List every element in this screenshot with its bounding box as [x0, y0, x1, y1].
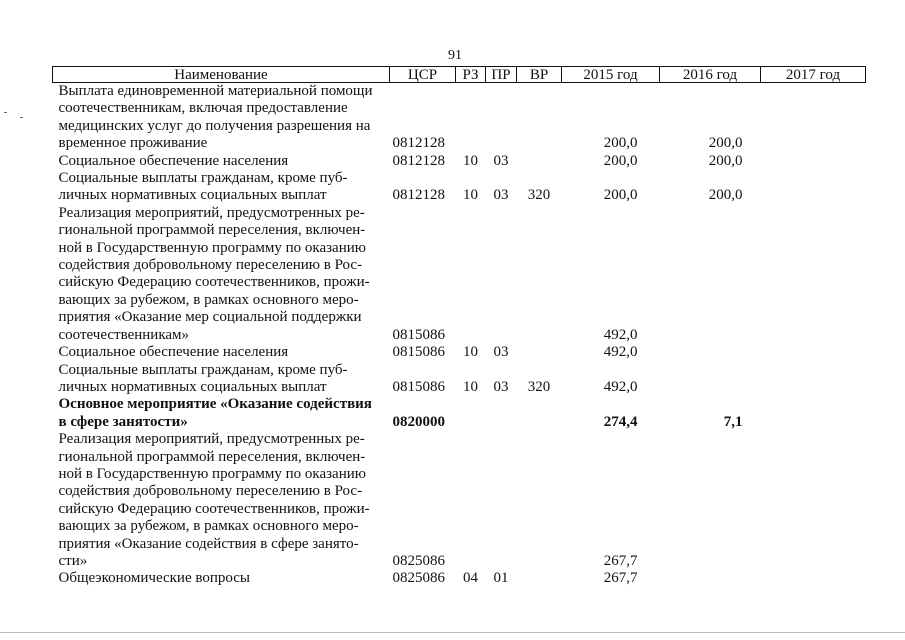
name-line: ной в Государственную программу по оказанию	[58, 239, 366, 256]
cell-2016	[660, 570, 761, 587]
cell-pr	[486, 205, 517, 344]
cell-2016: 7,1	[723, 413, 743, 430]
cell-csr: 0825086	[392, 552, 445, 569]
cell-pr: 01	[493, 570, 509, 587]
cell-2015: 200,0	[603, 187, 638, 204]
cell-vr	[517, 205, 562, 344]
table-row	[53, 570, 866, 587]
cell-rz	[456, 396, 486, 431]
cell-2015: 200,0	[603, 152, 638, 169]
cell-2017	[761, 570, 866, 587]
name-line: медицинских услуг до получения разрешения на	[58, 117, 371, 134]
table-row	[53, 153, 866, 170]
name-line: личных нормативных социальных выплат	[58, 187, 327, 204]
cell-csr: 0812128	[392, 152, 445, 169]
cell-pr: 03	[493, 152, 509, 169]
name-line: гиональной программой переселения, включен-	[58, 222, 366, 239]
cell-2017	[761, 362, 866, 397]
name-line: личных нормативных социальных выплат	[58, 378, 327, 395]
header-2015: 2015 год	[562, 67, 660, 83]
cell-pr: 03	[493, 187, 509, 204]
header-2016: 2016 год	[660, 67, 761, 83]
name-line: Реализация мероприятий, предусмотренных ре-	[58, 204, 365, 221]
header-vr: ВР	[517, 67, 562, 83]
cell-name	[53, 170, 390, 205]
cell-2015: 267,7	[603, 570, 638, 587]
cell-name	[53, 205, 390, 344]
cell-vr	[517, 153, 562, 170]
scan-mark	[4, 112, 7, 113]
cell-rz	[456, 205, 486, 344]
cell-2016	[660, 362, 761, 397]
cell-name	[53, 570, 390, 587]
budget-table	[52, 66, 866, 588]
cell-2017	[761, 344, 866, 361]
cell-rz: 04	[463, 570, 478, 587]
header-rz: РЗ	[456, 67, 486, 83]
cell-2015: 492,0	[603, 326, 638, 343]
scan-mark	[0, 632, 905, 633]
cell-2017	[761, 153, 866, 170]
cell-csr: 0815086	[392, 326, 445, 343]
name-line: содействия добровольному переселению в Рос-	[58, 257, 363, 274]
cell-pr	[486, 396, 517, 431]
table-row	[53, 431, 866, 570]
cell-name	[53, 431, 390, 570]
cell-rz: 10	[463, 152, 478, 169]
cell-rz	[456, 431, 486, 570]
name-line: вающих за рубежом, в рамках основного меро-	[58, 291, 359, 308]
name-line: Выплата единовременной материальной помощи	[58, 83, 373, 99]
table-row	[53, 396, 866, 431]
table-row	[53, 205, 866, 344]
cell-name	[53, 83, 390, 153]
cell-2015: 274,4	[603, 413, 638, 430]
header-2017: 2017 год	[761, 67, 866, 83]
name-line: сти»	[58, 552, 88, 569]
name-line: соотечественникам, включая предоставление	[58, 100, 348, 117]
cell-2015: 200,0	[603, 135, 638, 152]
cell-2015: 492,0	[603, 378, 638, 395]
cell-2017	[761, 205, 866, 344]
cell-2016	[660, 205, 761, 344]
name-line: Реализация мероприятий, предусмотренных ре-	[58, 431, 365, 448]
header-name: Наименование	[53, 67, 390, 83]
name-line: приятия «Оказание содействия в сфере занято-	[58, 535, 359, 552]
cell-name	[53, 396, 390, 431]
cell-pr	[486, 83, 517, 153]
cell-2017	[761, 396, 866, 431]
name-line: сийскую Федерацию соотечественников, прожи-	[58, 500, 370, 517]
table-row	[53, 170, 866, 205]
cell-rz: 10	[463, 378, 478, 395]
cell-2017	[761, 170, 866, 205]
cell-rz: 10	[463, 344, 478, 361]
cell-csr: 0812128	[392, 187, 445, 204]
cell-vr	[517, 344, 562, 361]
name-line: вающих за рубежом, в рамках основного меро-	[58, 518, 359, 535]
name-line: содействия добровольному переселению в Рос-	[58, 483, 363, 500]
name-line: Общеэкономические вопросы	[58, 570, 250, 587]
name-line: ной в Государственную программу по оказанию	[58, 465, 366, 482]
scan-mark	[20, 117, 23, 118]
cell-csr: 0815086	[392, 378, 445, 395]
cell-vr	[517, 431, 562, 570]
name-line: в сфере занятости»	[58, 413, 188, 430]
cell-pr	[486, 431, 517, 570]
cell-2015: 267,7	[603, 552, 638, 569]
cell-vr: 320	[527, 378, 551, 395]
table-row	[53, 344, 866, 361]
cell-pr: 03	[493, 378, 509, 395]
cell-name	[53, 344, 390, 361]
cell-2016: 200,0	[708, 187, 743, 204]
table-row	[53, 83, 866, 153]
cell-rz: 10	[463, 187, 478, 204]
name-line: Социальные выплаты гражданам, кроме пуб-	[58, 170, 348, 187]
name-line: Основное мероприятие «Оказание содействия	[58, 396, 372, 413]
cell-2016	[660, 344, 761, 361]
name-line: Социальное обеспечение населения	[58, 344, 289, 361]
name-line: временное проживание	[58, 135, 208, 152]
page-number: 91	[448, 48, 462, 63]
cell-rz	[456, 83, 486, 153]
cell-2016: 200,0	[708, 135, 743, 152]
cell-vr	[517, 396, 562, 431]
cell-vr	[517, 83, 562, 153]
table-body	[53, 83, 866, 588]
cell-pr: 03	[493, 344, 509, 361]
cell-csr: 0815086	[392, 344, 445, 361]
cell-name	[53, 153, 390, 170]
name-line: Социальные выплаты гражданам, кроме пуб-	[58, 361, 348, 378]
cell-2016: 200,0	[708, 152, 743, 169]
header-pr: ПР	[486, 67, 517, 83]
header-csr: ЦСР	[390, 67, 456, 83]
cell-vr	[517, 570, 562, 587]
cell-vr: 320	[527, 187, 551, 204]
table-header-row	[53, 67, 866, 83]
name-line: гиональной программой переселения, включен-	[58, 448, 366, 465]
name-line: сийскую Федерацию соотечественников, прожи-	[58, 274, 370, 291]
name-line: Социальное обеспечение населения	[58, 152, 289, 169]
name-line: приятия «Оказание мер социальной поддержки	[58, 309, 362, 326]
name-line: соотечественникам»	[58, 326, 190, 343]
cell-2015: 492,0	[603, 344, 638, 361]
cell-2016	[660, 431, 761, 570]
cell-csr: 0825086	[392, 570, 445, 587]
cell-name	[53, 362, 390, 397]
cell-csr: 0812128	[392, 135, 445, 152]
cell-2017	[761, 83, 866, 153]
cell-2017	[761, 431, 866, 570]
cell-csr: 0820000	[392, 413, 445, 430]
table-row	[53, 362, 866, 397]
